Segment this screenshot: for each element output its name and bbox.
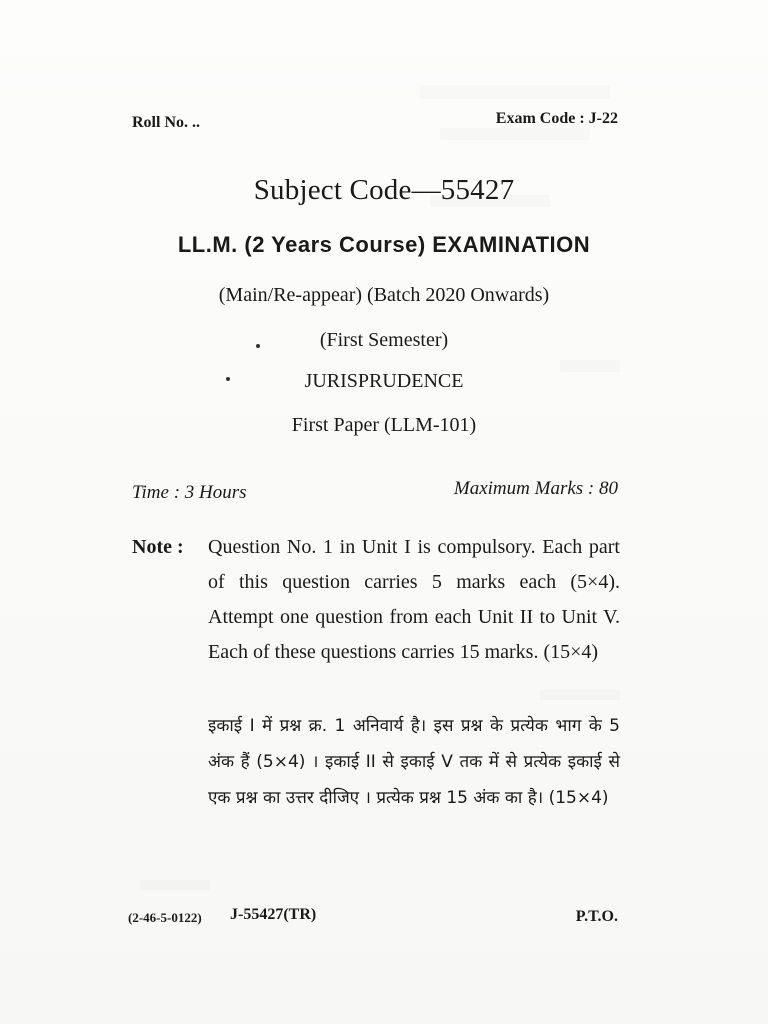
maximum-marks bbox=[454, 478, 618, 500]
semester-line: (First Semester) bbox=[319, 329, 449, 351]
exam-code: Exam Code : J-22 bbox=[495, 110, 618, 127]
appear-batch-line: (Main/Re-appear) (Batch 2020 Onwards) bbox=[218, 284, 550, 306]
note-instructions-hindi: इकाई I में प्रश्न क्र. 1 अनिवार्य है। इस प्रश्न के प्रत्येक भाग के 5 अंक हैं (5×4) । इकाई II से इकाई V तक में से प्रत्येक इकाई से एक प्रश्न का उत्तर दीजिए । प्रत्येक प्रश्न 15 अंक का है। (15×4) bbox=[208, 716, 620, 808]
roll-number-label: Roll No. .. bbox=[132, 114, 200, 131]
print-code: (2-46-5-0122) bbox=[128, 910, 202, 925]
examination-title: LL.M. (2 Years Course) EXAMINATION bbox=[177, 232, 591, 257]
time-allowed bbox=[132, 482, 247, 504]
stray-mark bbox=[226, 377, 230, 381]
stray-mark bbox=[256, 344, 260, 348]
subject-name: JURISPRUDENCE bbox=[304, 370, 464, 392]
show-through-mark bbox=[440, 128, 590, 140]
note-instructions-english: Question No. 1 in Unit I is compulsory. Each part of this question carries 5 marks each (5×4). Attempt one question from each Unit II to Unit V. Each of these questions carries 15 marks. (15×4) bbox=[208, 536, 620, 663]
please-turn-over: P.T.O. bbox=[575, 908, 618, 925]
max-marks-value: Maximum Marks : 80 bbox=[453, 478, 618, 499]
paper-line: First Paper (LLM-101) bbox=[291, 414, 477, 436]
paper-code: J-55427(TR) bbox=[230, 906, 317, 923]
show-through-mark bbox=[420, 85, 610, 99]
show-through-mark bbox=[540, 690, 620, 700]
note-label: Note : bbox=[132, 536, 184, 558]
subject-code-title: Subject Code—55427 bbox=[253, 174, 515, 206]
show-through-mark bbox=[140, 880, 210, 890]
time-value: Time : 3 Hours bbox=[132, 482, 247, 503]
